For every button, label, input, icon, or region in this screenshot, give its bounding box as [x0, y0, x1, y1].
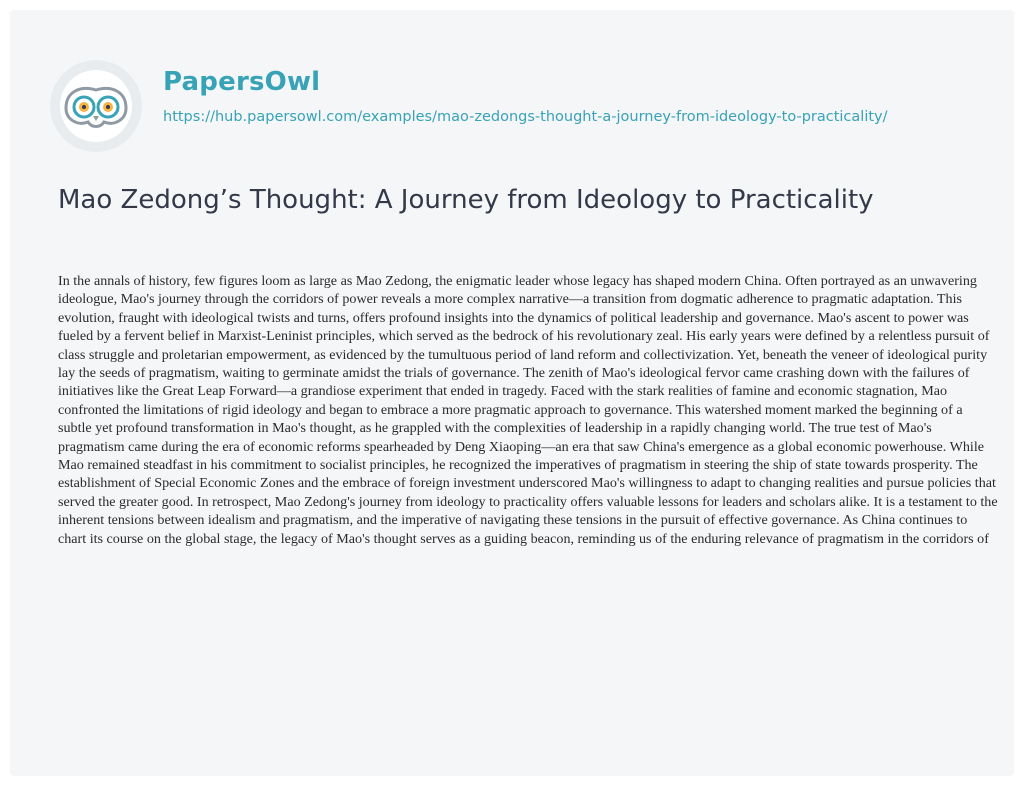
brand-block — [163, 66, 923, 128]
source-url-link[interactable]: https://hub.papersowl.com/examples/mao-zedongs-thought-a-journey-from-ideology-to-practicality/ — [163, 109, 888, 125]
article-body: In the annals of history, few figures loom as large as Mao Zedong, the enigmatic leader whose legacy has shaped modern China. Often portrayed as an unwavering ideologue, Mao's journey through the corridors of power reveals a more complex narrative—a transition from dogmatic adherence to pragmatic adaptation. This evolution, fraught with ideological twists and turns, offers profound insights into the dynamics of political leadership and governance. Mao's ascent to power was fueled by a fervent belief in Marxist-Leninist principles, which served as the bedrock of his revolutionary zeal. His early years were defined by a relentless pursuit of class struggle and proletarian empowerment, as evidenced by the tumultuous period of land reform and collectivization. Yet, beneath the veneer of ideological purity lay the seeds of pragmatism, waiting to germinate amidst the trials of governance. The zenith of Mao's ideological fervor came crashing down with the failures of initiatives like the Great Leap Forward—a grandiose experiment that ended in tragedy. Faced with the stark realities of famine and economic stagnation, Mao confronted the limitations of rigid ideology and began to embrace a more pragmatic approach to governance. This watershed moment marked the beginning of a subtle yet profound transformation in Mao's thought, as he grappled with the complexities of leadership in a rapidly changing world. The true test of Mao's pragmatism came during the era of economic reforms spearheaded by Deng Xiaoping—an era that saw China's emergence as a global economic powerhouse. While Mao remained steadfast in his commitment to socialist principles, he recognized the imperatives of pragmatism in steering the ship of state towards prosperity. The establishment of Special Economic Zones and the embrace of foreign investment underscored Mao's willingness to adapt to changing realities and pursue policies that served the greater good. In retrospect, Mao Zedong's journey from ideology to practicality offers valuable lessons for leaders and scholars alike. It is a testament to the inherent tensions between idealism and pragmatism, and the imperative of navigating these tensions in the pursuit of effective governance. As China continues to chart its course on the global stage, the legacy of Mao's thought serves as a guiding beacon, reminding us of the enduring relevance of pragmatism in the corridors of — [58, 273, 998, 547]
document-page — [10, 10, 1014, 776]
header — [48, 58, 923, 154]
owl-logo-icon — [48, 58, 144, 154]
article-title: Mao Zedong’s Thought: A Journey from Ideology to Practicality — [58, 185, 874, 215]
brand-name: PapersOwl — [163, 67, 321, 97]
